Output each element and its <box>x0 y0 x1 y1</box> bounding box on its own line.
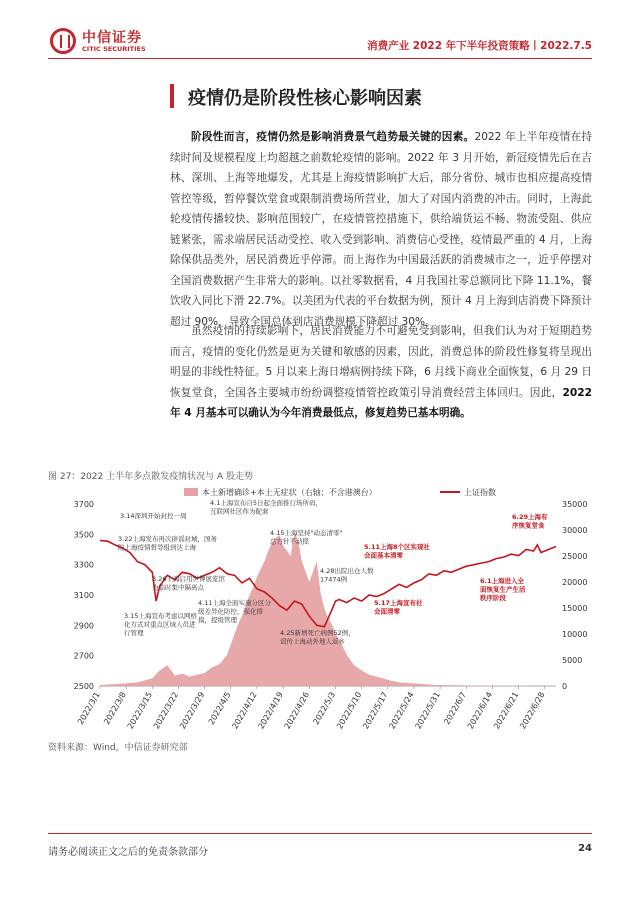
x-tick-label-16: 2022/6/21 <box>492 690 521 731</box>
annotation-9-line-1: 4.25新增死亡病例52例， <box>280 629 355 637</box>
citic-logo-icon <box>50 28 76 54</box>
annotation-4-line-1: 3.15上海宣布考虑以网格 <box>124 612 197 620</box>
legend-swatch-cases <box>184 488 198 496</box>
left-y-tick-label-0: 2500 <box>73 682 94 691</box>
annotation-10-line-1: 5.11上海8个区实现社 <box>364 543 431 551</box>
legend-label-index: 上证指数 <box>464 488 496 497</box>
x-tick-label-14: 2022/6/7 <box>442 690 469 727</box>
paragraph-1-text: 2022 年上半年疫情在持续时间及规模程度上均超越之前数轮疫情的影响。2022 年 3 月开始，新冠疫情先后在吉林、深圳、上海等地爆发，尤其是上海疫情影响扩大后，部分省份、城市也相应提高疫情管控等级，暂停餐饮堂食或限制消费场所营业，加大了对国内消费的冲击。同时，上海此轮疫情传播较快、影响范围较广，在疫情管控措施下，供给端货运不畅、物流受阻、供应链紧张，需求端居民活动受控、收入受到影响、消费信心受挫，疫情最严重的 4 月，上海除保供品类外，居民消费近乎停滞。而上海作为中国最活跃的消费城市之一，近乎停摆对全国消费数据产生非常大的影响。以社零数据看，4 月我国社零总额同比下降 11.1%，餐饮收入同比下滑 22.7%。以美团为代表的平台数据为例，预计 4 月上海到店消费下降预计超过 90%，导致全国总体到店消费规模下降超过 30%。 <box>170 131 592 328</box>
annotation-11-line-1: 5.17上海宣布社 <box>374 599 423 607</box>
annotation-13-line-2: 序恢复堂食 <box>512 521 545 530</box>
right-y-tick-label-6: 30000 <box>562 526 588 535</box>
x-tick-label-2: 2022/3/15 <box>125 690 155 731</box>
paragraph-2-bold: 2022 年 4 月基本可以确认为今年消费最低点，修复趋势已基本明确。 <box>170 386 592 419</box>
section-title-bar <box>170 84 174 108</box>
right-y-tick-label-2: 10000 <box>562 630 588 639</box>
x-tick-label-4: 2022/3/29 <box>178 690 207 731</box>
annotation-8-line-2: 17474例 <box>320 575 348 584</box>
right-y-tick-label-5: 25000 <box>562 552 588 561</box>
annotation-7-line-1: 4.11上海全面实施分区分 <box>198 599 271 607</box>
x-tick-label-13: 2022/5/31 <box>413 690 442 731</box>
annotation-4-line-2: 化方式对重点区域人员进 <box>124 620 196 629</box>
figure-source: 资料来源：Wind，中信证券研究部 <box>48 743 188 753</box>
annotation-5-line-2: 互联网社区作为配套 <box>210 507 269 516</box>
annotation-1 <box>120 511 186 520</box>
left-y-tick-label-4: 3300 <box>73 560 94 570</box>
x-tick-label-17: 2022/6/28 <box>518 690 547 731</box>
x-tick-label-7: 2022/4/19 <box>256 690 285 731</box>
logo-english-text: CITIC SECURITIES <box>82 45 146 53</box>
x-tick-label-1: 2022/3/8 <box>102 690 128 727</box>
right-y-tick-label-1: 5000 <box>562 656 583 665</box>
annotation-1-line-1: 3.14深圳开始封控一周 <box>120 512 187 520</box>
right-y-tick-label-7: 35000 <box>562 500 588 509</box>
annotation-10-line-2: 会面基本清零 <box>364 551 403 560</box>
cases-area-series <box>100 533 556 686</box>
report-title: 消费产业 2022 年下半年投资策略丨2022.7.5 <box>367 40 592 52</box>
annotation-5 <box>210 498 322 516</box>
annotation-11-line-2: 会面清零 <box>374 607 400 616</box>
annotation-3-line-2: 为临时集中隔离点 <box>152 583 204 592</box>
page-number: 24 <box>578 843 592 854</box>
figure-caption: 图 27：2022 上半年多点散发疫情状况与 A 股走势 <box>48 472 253 482</box>
annotation-12 <box>479 576 526 602</box>
x-tick-label-15: 2022/6/14 <box>465 690 495 731</box>
left-y-tick-label-6: 3700 <box>73 500 94 509</box>
annotation-8 <box>320 566 374 584</box>
x-tick-label-10: 2022/5/10 <box>335 690 364 731</box>
annotation-5-line-1: 4.1上海宣布自5日起全面推行场所码， <box>210 499 322 507</box>
annotation-13 <box>512 512 548 530</box>
footer-divider <box>48 833 592 834</box>
annotation-12-line-2: 面恢复生产生活 <box>480 585 526 594</box>
annotation-12-line-3: 秩序阶段 <box>480 594 506 602</box>
annotation-2 <box>118 534 217 552</box>
x-tick-label-12: 2022/5/24 <box>387 690 416 731</box>
annotation-8-line-1: 4.28出院出仓人数 <box>320 567 374 575</box>
annotation-7-line-2: 级差异化防控，强化排 <box>198 607 263 616</box>
annotation-2-line-1: 3.22上海发布再次辟谣封城，国务 <box>118 535 217 543</box>
section-title: 疫情仍是阶段性核心影响因素 <box>188 88 422 109</box>
x-tick-label-5: 2022/4/5 <box>206 690 233 727</box>
paragraph-1-bold: 阶段性而言，疫情仍然是影响消费景气趋势最关键的因素。 <box>191 131 475 143</box>
annotation-4 <box>124 611 197 637</box>
annotation-9-line-2: 谣传上海动外地人返乡 <box>280 637 345 646</box>
x-tick-label-6: 2022/4/12 <box>230 690 259 731</box>
x-tick-label-11: 2022/5/17 <box>361 690 390 731</box>
annotation-3-line-1: 3.26上海启用世博展览馆 <box>152 575 225 583</box>
paragraph-2-text: 虽然疫情的持续影响下，居民消费能力不可避免受到影响，但我们认为对于短期趋势而言，疫情的变化仍然是更为关键和敏感的因素，因此，消费总体的阶段性修复将呈现出明显的非线性特征。5 月以来上海日增病例持续下降，6 月线下商业全面恢复，6 月 29 日恢复堂食，全国各主要城市纷纷调整疫情管控政策引导消费经营主体回归。因此， <box>170 325 592 399</box>
left-y-tick-label-2: 2900 <box>73 621 94 631</box>
footer-disclaimer: 请务必阅读正文之后的免责条款部分 <box>48 847 208 858</box>
left-y-tick-label-1: 2700 <box>73 651 94 661</box>
annotation-12-line-1: 6.1上海进入全 <box>480 577 525 585</box>
annotation-3 <box>152 574 225 592</box>
x-tick-label-3: 2022/3/22 <box>151 690 181 731</box>
logo-chinese-text: 中信证券 <box>82 30 142 46</box>
annotation-10 <box>364 542 431 560</box>
left-y-tick-label-3: 3100 <box>73 591 94 600</box>
epidemic-index-chart <box>48 483 592 738</box>
annotation-6-line-1: 4.15上海坚持"动态清零" <box>270 529 343 537</box>
cases-area-path <box>100 533 556 686</box>
annotation-6 <box>270 528 342 546</box>
annotation-11 <box>374 598 423 616</box>
right-y-tick-label-4: 20000 <box>562 578 588 587</box>
page-header <box>0 0 640 64</box>
paragraph-1 <box>170 127 592 332</box>
annotation-6-line-2: 总方针不动摇 <box>270 537 309 546</box>
legend-label-cases: 本土新增确诊+本土无症状（右轴；不含港澳台） <box>202 488 377 497</box>
x-tick-label-0: 2022/3/1 <box>75 690 102 727</box>
paragraph-2 <box>170 321 592 424</box>
right-y-tick-label-0: 0 <box>562 682 568 691</box>
annotation-2-line-2: 院上海疫情督导组到达上海 <box>118 543 196 552</box>
right-y-tick-label-3: 15000 <box>562 604 588 613</box>
x-tick-label-9: 2022/5/3 <box>311 690 338 727</box>
header-divider <box>48 58 592 59</box>
annotation-13-line-1: 6.29上海有 <box>512 513 548 521</box>
annotation-7-line-3: 摸，提级管理 <box>198 616 237 624</box>
annotation-9 <box>280 628 355 646</box>
annotation-4-line-3: 行管理 <box>124 629 144 637</box>
chart-legend <box>184 487 496 497</box>
x-tick-label-8: 2022/4/26 <box>282 690 312 731</box>
left-y-tick-label-5: 3500 <box>73 530 94 540</box>
